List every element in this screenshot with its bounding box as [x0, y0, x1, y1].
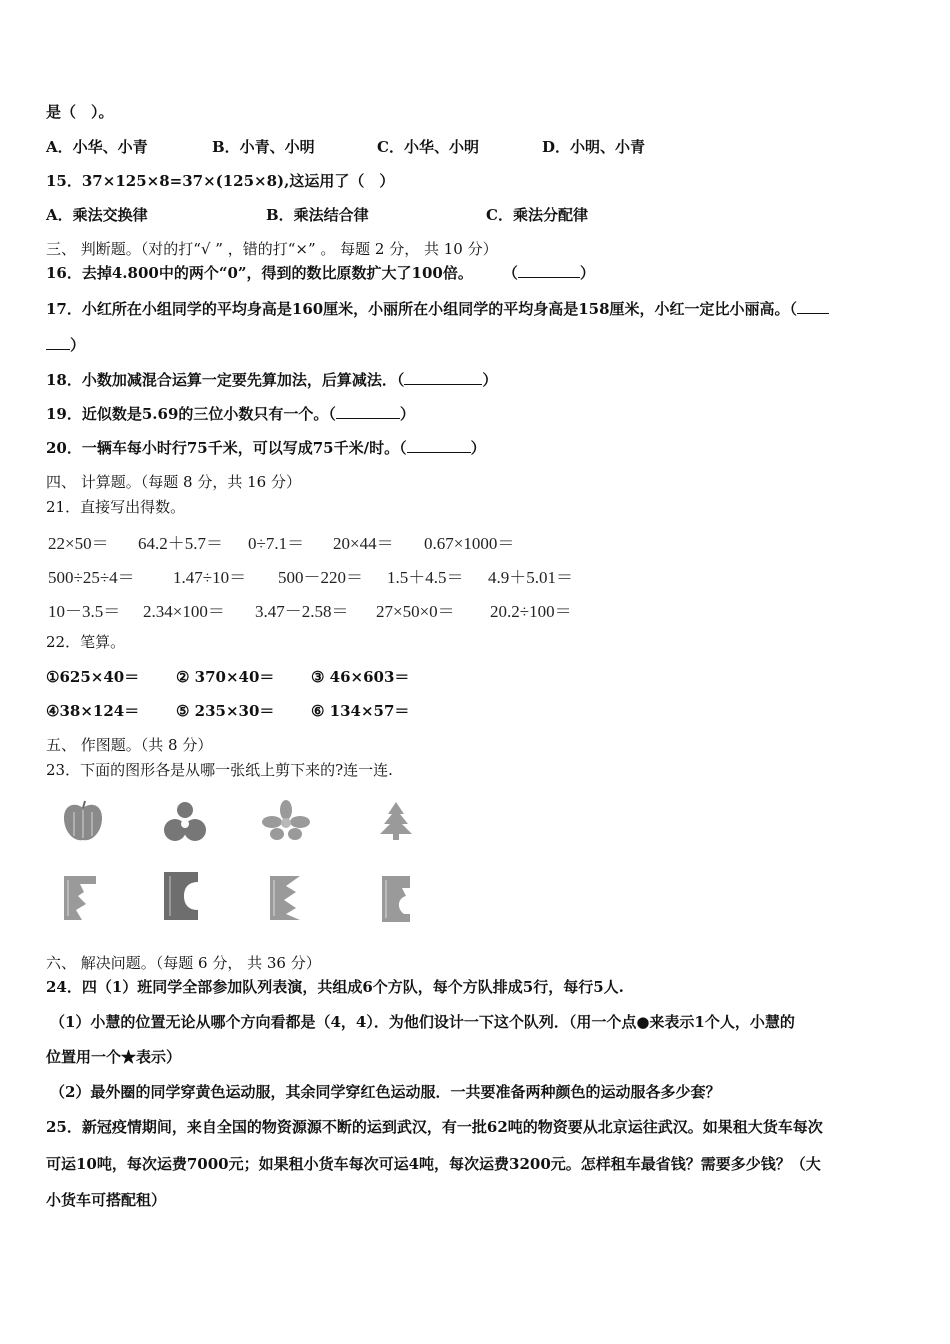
q14-option-a: A．小华、小青 [46, 138, 148, 156]
written-calc-item: ①625×40＝ [46, 668, 140, 686]
calc-item: 3.47－2.58＝ [255, 602, 349, 621]
answer-blank[interactable] [518, 263, 580, 278]
written-calc-item: ⑤ 235×30＝ [176, 702, 275, 720]
q16 [46, 263, 595, 283]
calc-item: 1.5＋4.5＝ [387, 568, 464, 587]
written-calc-item: ③ 46×603＝ [311, 668, 410, 686]
q24-part1-line1: （1）小慧的位置无论从哪个方向看都是（4，4）．为他们设计一下这个队列．（用一个点●来表示1个人，小慧的 [50, 1013, 795, 1031]
q16-close: ） [579, 264, 595, 282]
q21-stem: 21．直接写出得数。 [46, 498, 186, 516]
written-calc-item: ⑥ 134×57＝ [311, 702, 410, 720]
calc-item: 4.9＋5.01＝ [488, 568, 573, 587]
q16-open: （ [502, 264, 518, 282]
q17-close: ） [70, 336, 86, 354]
answer-blank-cont[interactable] [46, 335, 70, 350]
q24-part1-line2: 位置用一个★表示） [46, 1048, 182, 1066]
q14-option-d: D．小明、小青 [542, 138, 646, 156]
q19-close: ） [399, 405, 415, 423]
q24-part2: （2）最外圈的同学穿黄色运动服，其余同学穿红色运动服．一共要准备两种颜色的运动服各多少套？ [50, 1083, 721, 1101]
q20-text: 20．一辆车每小时行75千米，可以写成75千米/时。（ [46, 439, 407, 457]
q14-tail: 是（ ）。 [46, 103, 114, 121]
q20-close: ） [470, 439, 486, 457]
gourd-shape-icon[interactable] [163, 798, 207, 844]
q17 [46, 299, 829, 319]
section-5-heading: 五、 作图题。（共 8 分） [46, 736, 213, 754]
flower-shape-icon[interactable] [262, 800, 310, 842]
answer-blank[interactable] [407, 438, 471, 453]
written-calc-item: ④38×124＝ [46, 702, 140, 720]
answer-blank[interactable] [404, 370, 482, 385]
answer-blank[interactable] [797, 299, 829, 314]
answer-blank[interactable] [336, 404, 400, 419]
calc-item: 500÷25÷4＝ [48, 568, 135, 587]
calc-item: 10－3.5＝ [48, 602, 121, 621]
q25-line1: 25．新冠疫情期间，来自全国的物资源源不断的运到武汉，有一批62吨的物资要从北京运往武汉。如果租大货车每次 [46, 1118, 823, 1136]
q15-option-b: B．乘法结合律 [266, 206, 369, 224]
calc-item: 1.47÷10＝ [173, 568, 247, 587]
paper-shape-4-icon[interactable] [380, 874, 412, 924]
q18-text: 18．小数加减混合运算一定要先算加法，后算减法．（ [46, 371, 405, 389]
section-3-heading: 三、 判断题。（对的打“√ ” ，错的打“×” 。 每题 2 分， 共 10 分） [46, 240, 498, 258]
calc-item: 20×44＝ [333, 534, 394, 553]
q14-option-c: C．小华、小明 [377, 138, 479, 156]
paper-shape-3-icon[interactable] [268, 874, 302, 922]
calc-item: 2.34×100＝ [143, 602, 225, 621]
paper-shape-2-icon[interactable] [162, 870, 200, 922]
q15-option-a: A．乘法交换律 [46, 206, 148, 224]
q23-stem: 23．下面的图形各是从哪一张纸上剪下来的?连一连. [46, 761, 393, 779]
q18-close: ） [482, 371, 498, 389]
calc-item: 20.2÷100＝ [490, 602, 572, 621]
section-6-heading: 六、 解决问题。（每题 6 分， 共 36 分） [46, 954, 321, 972]
q19-text: 19．近似数是5.69的三位小数只有一个。（ [46, 405, 336, 423]
calc-item: 0.67×1000＝ [424, 534, 515, 553]
q17-cont [46, 335, 85, 355]
q24-stem: 24．四（1）班同学全部参加队列表演，共组成6个方队，每个方队排成5行，每行5人. [46, 978, 624, 996]
q17-text: 17．小红所在小组同学的平均身高是160厘米，小丽所在小组同学的平均身高是158厘米，小红一定比小丽高。（ [46, 300, 798, 318]
paper-shape-1-icon[interactable] [62, 874, 98, 922]
calc-item: 27×50×0＝ [376, 602, 455, 621]
calc-item: 0÷7.1＝ [248, 534, 305, 553]
tree-shape-icon[interactable] [374, 800, 418, 842]
q22-stem: 22．笔算。 [46, 633, 126, 651]
q25-line2: 可运10吨，每次运费7000元；如果租小货车每次可运4吨，每次运费3200元。怎样租车最省钱？需要多少钱？（大 [46, 1155, 821, 1173]
q18 [46, 370, 497, 390]
calc-item: 64.2＋5.7＝ [138, 534, 223, 553]
q20 [46, 438, 486, 458]
calc-item: 500－220＝ [278, 568, 363, 587]
q15-stem: 15．37×125×8=37×(125×8),这运用了（ ） [46, 172, 395, 190]
section-4-heading: 四、 计算题。（每题 8 分，共 16 分） [46, 473, 301, 491]
written-calc-item: ② 370×40＝ [176, 668, 275, 686]
q16-text: 16．去掉4.800中的两个“0”，得到的数比原数扩大了100倍。 [46, 264, 473, 282]
apple-shape-icon[interactable] [60, 800, 106, 844]
q19 [46, 404, 415, 424]
q25-line3: 小货车可搭配租） [46, 1191, 167, 1209]
calc-item: 22×50＝ [48, 534, 109, 553]
q14-option-b: B．小青、小明 [212, 138, 315, 156]
q15-option-c: C．乘法分配律 [486, 206, 588, 224]
